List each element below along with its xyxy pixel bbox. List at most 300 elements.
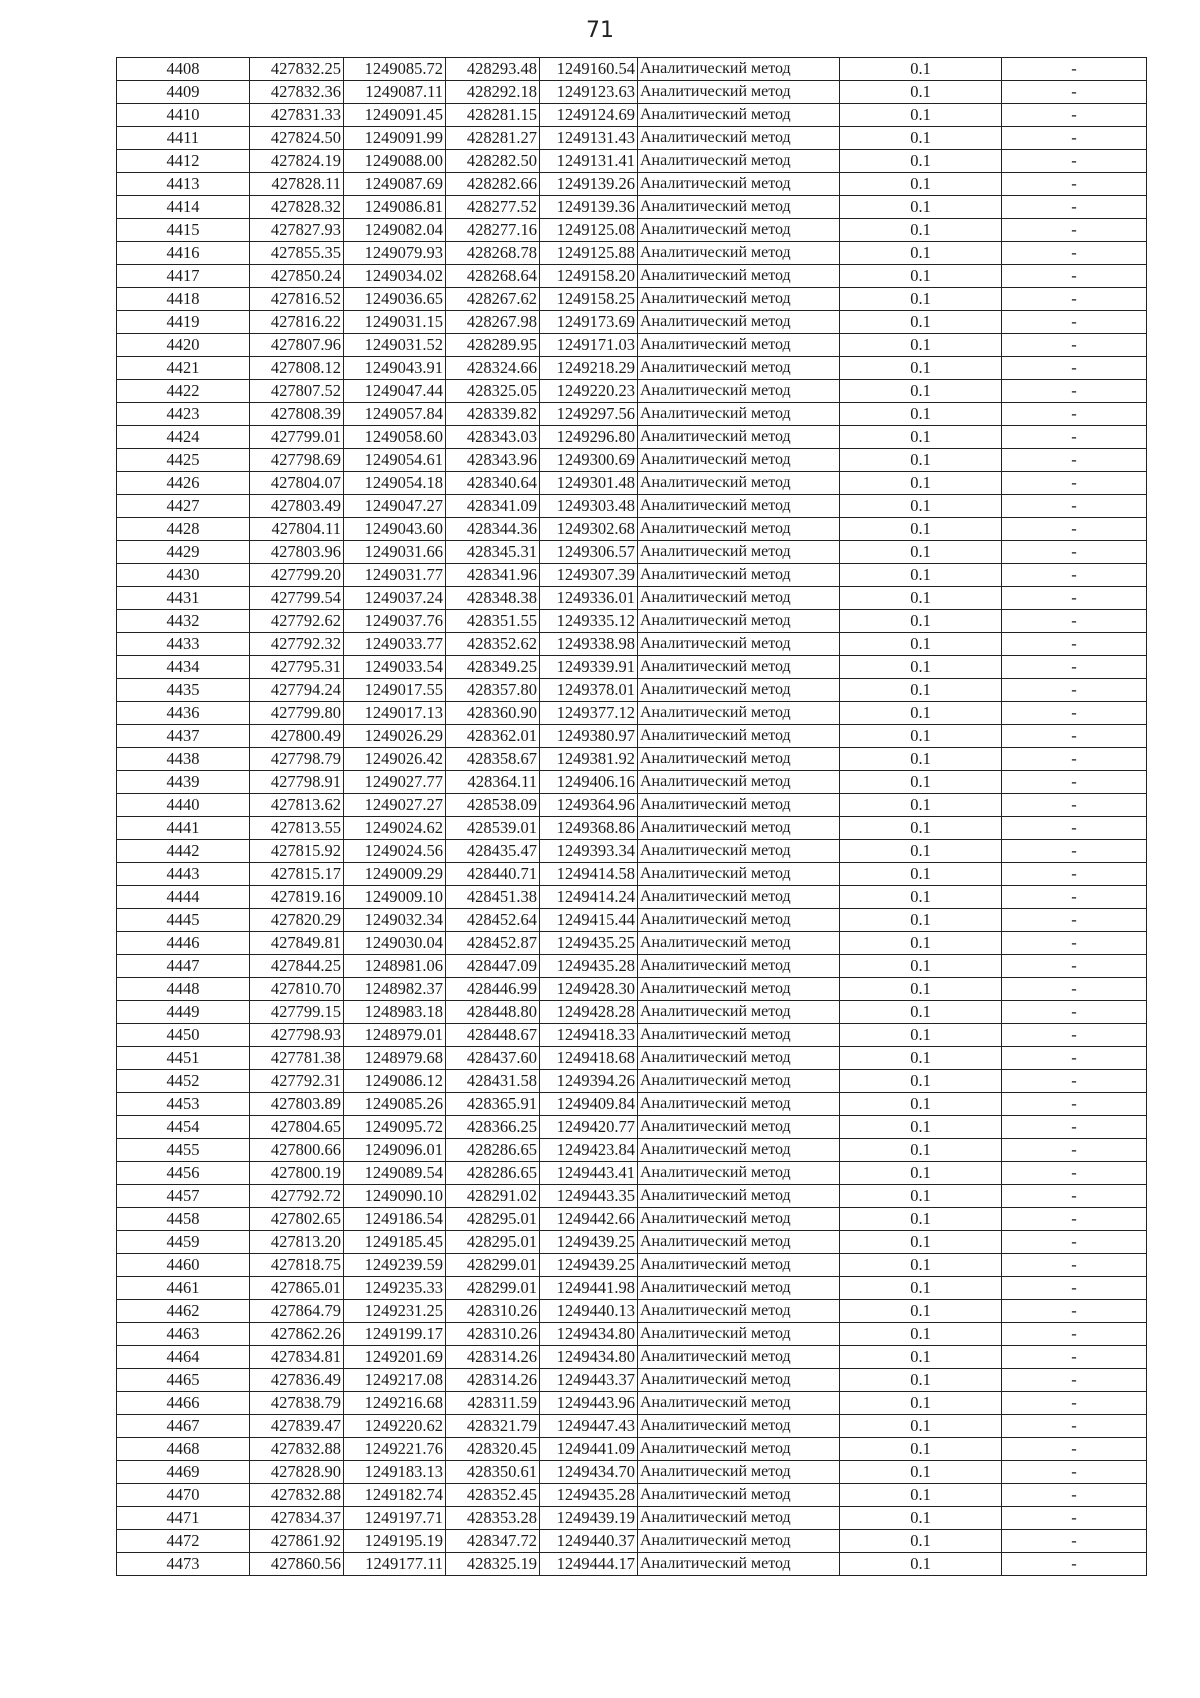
- y2-cell: 1249435.25: [540, 932, 638, 955]
- method-cell: Аналитический метод: [638, 288, 840, 311]
- method-cell: Аналитический метод: [638, 564, 840, 587]
- accuracy-cell: 0.1: [840, 104, 1002, 127]
- y1-cell: 1249024.62: [344, 817, 446, 840]
- point-id-cell: 4447: [117, 955, 250, 978]
- table-row: [117, 725, 1147, 748]
- accuracy-cell: 0.1: [840, 1254, 1002, 1277]
- method-cell: Аналитический метод: [638, 1438, 840, 1461]
- x2-cell: 428362.01: [446, 725, 540, 748]
- note-cell: -: [1002, 1116, 1147, 1139]
- x2-cell: 428345.31: [446, 541, 540, 564]
- x2-cell: 428452.64: [446, 909, 540, 932]
- accuracy-cell: 0.1: [840, 472, 1002, 495]
- point-id-cell: 4411: [117, 127, 250, 150]
- y2-cell: 1249173.69: [540, 311, 638, 334]
- x2-cell: 428343.03: [446, 426, 540, 449]
- point-id-cell: 4445: [117, 909, 250, 932]
- method-cell: Аналитический метод: [638, 886, 840, 909]
- x2-cell: 428357.80: [446, 679, 540, 702]
- x1-cell: 427836.49: [250, 1369, 344, 1392]
- y1-cell: 1249054.18: [344, 472, 446, 495]
- x2-cell: 428431.58: [446, 1070, 540, 1093]
- x1-cell: 427810.70: [250, 978, 344, 1001]
- point-id-cell: 4452: [117, 1070, 250, 1093]
- accuracy-cell: 0.1: [840, 242, 1002, 265]
- y2-cell: 1249301.48: [540, 472, 638, 495]
- x1-cell: 427839.47: [250, 1415, 344, 1438]
- y2-cell: 1249139.26: [540, 173, 638, 196]
- y1-cell: 1249195.19: [344, 1530, 446, 1553]
- x2-cell: 428341.09: [446, 495, 540, 518]
- y1-cell: 1248979.01: [344, 1024, 446, 1047]
- method-cell: Аналитический метод: [638, 1001, 840, 1024]
- note-cell: -: [1002, 495, 1147, 518]
- point-id-cell: 4460: [117, 1254, 250, 1277]
- point-id-cell: 4473: [117, 1553, 250, 1576]
- table-row: [117, 357, 1147, 380]
- accuracy-cell: 0.1: [840, 1553, 1002, 1576]
- note-cell: -: [1002, 1507, 1147, 1530]
- x1-cell: 427819.16: [250, 886, 344, 909]
- accuracy-cell: 0.1: [840, 449, 1002, 472]
- point-id-cell: 4464: [117, 1346, 250, 1369]
- accuracy-cell: 0.1: [840, 1001, 1002, 1024]
- x2-cell: 428348.38: [446, 587, 540, 610]
- accuracy-cell: 0.1: [840, 58, 1002, 81]
- table-row: [117, 196, 1147, 219]
- y1-cell: 1249086.12: [344, 1070, 446, 1093]
- y2-cell: 1249439.25: [540, 1231, 638, 1254]
- method-cell: Аналитический метод: [638, 633, 840, 656]
- note-cell: -: [1002, 909, 1147, 932]
- point-id-cell: 4434: [117, 656, 250, 679]
- method-cell: Аналитический метод: [638, 104, 840, 127]
- y1-cell: 1249186.54: [344, 1208, 446, 1231]
- table-row: [117, 173, 1147, 196]
- point-id-cell: 4408: [117, 58, 250, 81]
- note-cell: -: [1002, 1323, 1147, 1346]
- point-id-cell: 4413: [117, 173, 250, 196]
- note-cell: -: [1002, 564, 1147, 587]
- x1-cell: 427860.56: [250, 1553, 344, 1576]
- accuracy-cell: 0.1: [840, 196, 1002, 219]
- accuracy-cell: 0.1: [840, 1392, 1002, 1415]
- y2-cell: 1249441.09: [540, 1438, 638, 1461]
- point-id-cell: 4453: [117, 1093, 250, 1116]
- y2-cell: 1249394.26: [540, 1070, 638, 1093]
- accuracy-cell: 0.1: [840, 725, 1002, 748]
- table-row: [117, 1507, 1147, 1530]
- point-id-cell: 4410: [117, 104, 250, 127]
- x1-cell: 427824.50: [250, 127, 344, 150]
- point-id-cell: 4441: [117, 817, 250, 840]
- accuracy-cell: 0.1: [840, 1139, 1002, 1162]
- note-cell: -: [1002, 196, 1147, 219]
- y1-cell: 1249217.08: [344, 1369, 446, 1392]
- method-cell: Аналитический метод: [638, 1415, 840, 1438]
- x1-cell: 427813.62: [250, 794, 344, 817]
- accuracy-cell: 0.1: [840, 1507, 1002, 1530]
- method-cell: Аналитический метод: [638, 1507, 840, 1530]
- x1-cell: 427799.54: [250, 587, 344, 610]
- table-row: [117, 242, 1147, 265]
- y1-cell: 1249047.27: [344, 495, 446, 518]
- accuracy-cell: 0.1: [840, 426, 1002, 449]
- x2-cell: 428314.26: [446, 1369, 540, 1392]
- method-cell: Аналитический метод: [638, 1346, 840, 1369]
- method-cell: Аналитический метод: [638, 518, 840, 541]
- table-row: [117, 265, 1147, 288]
- point-id-cell: 4412: [117, 150, 250, 173]
- table-row: [117, 1162, 1147, 1185]
- y1-cell: 1249030.04: [344, 932, 446, 955]
- y1-cell: 1249026.42: [344, 748, 446, 771]
- y2-cell: 1249336.01: [540, 587, 638, 610]
- note-cell: -: [1002, 104, 1147, 127]
- y1-cell: 1249089.54: [344, 1162, 446, 1185]
- point-id-cell: 4417: [117, 265, 250, 288]
- accuracy-cell: 0.1: [840, 541, 1002, 564]
- x2-cell: 428365.91: [446, 1093, 540, 1116]
- note-cell: -: [1002, 311, 1147, 334]
- x1-cell: 427828.32: [250, 196, 344, 219]
- table-row: [117, 702, 1147, 725]
- accuracy-cell: 0.1: [840, 357, 1002, 380]
- note-cell: -: [1002, 1139, 1147, 1162]
- note-cell: -: [1002, 426, 1147, 449]
- y2-cell: 1249303.48: [540, 495, 638, 518]
- y2-cell: 1249377.12: [540, 702, 638, 725]
- method-cell: Аналитический метод: [638, 656, 840, 679]
- note-cell: -: [1002, 1484, 1147, 1507]
- x2-cell: 428448.80: [446, 1001, 540, 1024]
- note-cell: -: [1002, 1208, 1147, 1231]
- note-cell: -: [1002, 403, 1147, 426]
- point-id-cell: 4454: [117, 1116, 250, 1139]
- x1-cell: 427792.32: [250, 633, 344, 656]
- method-cell: Аналитический метод: [638, 1254, 840, 1277]
- x1-cell: 427803.96: [250, 541, 344, 564]
- y1-cell: 1249017.55: [344, 679, 446, 702]
- y1-cell: 1249009.10: [344, 886, 446, 909]
- x2-cell: 428321.79: [446, 1415, 540, 1438]
- x2-cell: 428286.65: [446, 1139, 540, 1162]
- x2-cell: 428440.71: [446, 863, 540, 886]
- y1-cell: 1249182.74: [344, 1484, 446, 1507]
- y2-cell: 1249443.96: [540, 1392, 638, 1415]
- y1-cell: 1249087.69: [344, 173, 446, 196]
- y2-cell: 1249380.97: [540, 725, 638, 748]
- x2-cell: 428539.01: [446, 817, 540, 840]
- x2-cell: 428358.67: [446, 748, 540, 771]
- accuracy-cell: 0.1: [840, 886, 1002, 909]
- table-row: [117, 1300, 1147, 1323]
- x2-cell: 428448.67: [446, 1024, 540, 1047]
- y1-cell: 1249201.69: [344, 1346, 446, 1369]
- table-row: [117, 1530, 1147, 1553]
- table-row: [117, 1116, 1147, 1139]
- accuracy-cell: 0.1: [840, 794, 1002, 817]
- y1-cell: 1249058.60: [344, 426, 446, 449]
- y1-cell: 1249033.77: [344, 633, 446, 656]
- note-cell: -: [1002, 1185, 1147, 1208]
- point-id-cell: 4433: [117, 633, 250, 656]
- y2-cell: 1249434.70: [540, 1461, 638, 1484]
- point-id-cell: 4459: [117, 1231, 250, 1254]
- note-cell: -: [1002, 771, 1147, 794]
- table-row: [117, 748, 1147, 771]
- accuracy-cell: 0.1: [840, 1024, 1002, 1047]
- table-row: [117, 1185, 1147, 1208]
- y1-cell: 1249027.77: [344, 771, 446, 794]
- accuracy-cell: 0.1: [840, 840, 1002, 863]
- x1-cell: 427816.22: [250, 311, 344, 334]
- accuracy-cell: 0.1: [840, 334, 1002, 357]
- y1-cell: 1249091.99: [344, 127, 446, 150]
- note-cell: -: [1002, 1162, 1147, 1185]
- y2-cell: 1249306.57: [540, 541, 638, 564]
- x2-cell: 428268.78: [446, 242, 540, 265]
- table-row: [117, 1346, 1147, 1369]
- method-cell: Аналитический метод: [638, 1208, 840, 1231]
- note-cell: -: [1002, 978, 1147, 1001]
- y1-cell: 1249047.44: [344, 380, 446, 403]
- point-id-cell: 4456: [117, 1162, 250, 1185]
- x1-cell: 427795.31: [250, 656, 344, 679]
- y1-cell: 1249043.91: [344, 357, 446, 380]
- x2-cell: 428281.15: [446, 104, 540, 127]
- x2-cell: 428451.38: [446, 886, 540, 909]
- x2-cell: 428325.19: [446, 1553, 540, 1576]
- y2-cell: 1249131.43: [540, 127, 638, 150]
- y2-cell: 1249442.66: [540, 1208, 638, 1231]
- method-cell: Аналитический метод: [638, 196, 840, 219]
- x2-cell: 428282.66: [446, 173, 540, 196]
- point-id-cell: 4471: [117, 1507, 250, 1530]
- accuracy-cell: 0.1: [840, 748, 1002, 771]
- y1-cell: 1249031.66: [344, 541, 446, 564]
- note-cell: -: [1002, 1093, 1147, 1116]
- table-row: [117, 311, 1147, 334]
- x2-cell: 428324.66: [446, 357, 540, 380]
- y1-cell: 1249177.11: [344, 1553, 446, 1576]
- x1-cell: 427864.79: [250, 1300, 344, 1323]
- note-cell: -: [1002, 334, 1147, 357]
- note-cell: -: [1002, 1300, 1147, 1323]
- x1-cell: 427828.11: [250, 173, 344, 196]
- accuracy-cell: 0.1: [840, 311, 1002, 334]
- method-cell: Аналитический метод: [638, 1484, 840, 1507]
- point-id-cell: 4436: [117, 702, 250, 725]
- method-cell: Аналитический метод: [638, 840, 840, 863]
- accuracy-cell: 0.1: [840, 380, 1002, 403]
- point-id-cell: 4472: [117, 1530, 250, 1553]
- x1-cell: 427808.39: [250, 403, 344, 426]
- x1-cell: 427816.52: [250, 288, 344, 311]
- y1-cell: 1248981.06: [344, 955, 446, 978]
- x2-cell: 428352.45: [446, 1484, 540, 1507]
- x2-cell: 428350.61: [446, 1461, 540, 1484]
- y1-cell: 1249037.76: [344, 610, 446, 633]
- method-cell: Аналитический метод: [638, 610, 840, 633]
- accuracy-cell: 0.1: [840, 150, 1002, 173]
- point-id-cell: 4429: [117, 541, 250, 564]
- y2-cell: 1249335.12: [540, 610, 638, 633]
- y1-cell: 1249095.72: [344, 1116, 446, 1139]
- method-cell: Аналитический метод: [638, 817, 840, 840]
- note-cell: -: [1002, 1254, 1147, 1277]
- note-cell: -: [1002, 1369, 1147, 1392]
- x1-cell: 427804.07: [250, 472, 344, 495]
- point-id-cell: 4438: [117, 748, 250, 771]
- point-id-cell: 4463: [117, 1323, 250, 1346]
- x2-cell: 428353.28: [446, 1507, 540, 1530]
- method-cell: Аналитический метод: [638, 1461, 840, 1484]
- x2-cell: 428349.25: [446, 656, 540, 679]
- table-row: [117, 794, 1147, 817]
- accuracy-cell: 0.1: [840, 633, 1002, 656]
- y2-cell: 1249435.28: [540, 1484, 638, 1507]
- table-row: [117, 380, 1147, 403]
- table-row: [117, 978, 1147, 1001]
- point-id-cell: 4461: [117, 1277, 250, 1300]
- method-cell: Аналитический метод: [638, 472, 840, 495]
- x1-cell: 427815.92: [250, 840, 344, 863]
- point-id-cell: 4451: [117, 1047, 250, 1070]
- point-id-cell: 4449: [117, 1001, 250, 1024]
- method-cell: Аналитический метод: [638, 1300, 840, 1323]
- note-cell: -: [1002, 1047, 1147, 1070]
- table-row: [117, 334, 1147, 357]
- point-id-cell: 4420: [117, 334, 250, 357]
- x1-cell: 427798.79: [250, 748, 344, 771]
- accuracy-cell: 0.1: [840, 518, 1002, 541]
- point-id-cell: 4415: [117, 219, 250, 242]
- x2-cell: 428277.52: [446, 196, 540, 219]
- x1-cell: 427807.96: [250, 334, 344, 357]
- note-cell: -: [1002, 1392, 1147, 1415]
- y2-cell: 1249418.33: [540, 1024, 638, 1047]
- y2-cell: 1249435.28: [540, 955, 638, 978]
- x1-cell: 427824.19: [250, 150, 344, 173]
- accuracy-cell: 0.1: [840, 863, 1002, 886]
- accuracy-cell: 0.1: [840, 610, 1002, 633]
- table-row: [117, 771, 1147, 794]
- accuracy-cell: 0.1: [840, 771, 1002, 794]
- x2-cell: 428267.62: [446, 288, 540, 311]
- note-cell: -: [1002, 1530, 1147, 1553]
- accuracy-cell: 0.1: [840, 955, 1002, 978]
- table-row: [117, 587, 1147, 610]
- coordinates-table: [116, 57, 1147, 1576]
- x2-cell: 428277.16: [446, 219, 540, 242]
- table-row: [117, 932, 1147, 955]
- point-id-cell: 4432: [117, 610, 250, 633]
- x1-cell: 427808.12: [250, 357, 344, 380]
- accuracy-cell: 0.1: [840, 1300, 1002, 1323]
- table-row: [117, 679, 1147, 702]
- y2-cell: 1249440.13: [540, 1300, 638, 1323]
- x2-cell: 428311.59: [446, 1392, 540, 1415]
- x1-cell: 427828.90: [250, 1461, 344, 1484]
- y2-cell: 1249139.36: [540, 196, 638, 219]
- x1-cell: 427832.36: [250, 81, 344, 104]
- accuracy-cell: 0.1: [840, 1231, 1002, 1254]
- x1-cell: 427832.25: [250, 58, 344, 81]
- note-cell: -: [1002, 58, 1147, 81]
- note-cell: -: [1002, 1231, 1147, 1254]
- method-cell: Аналитический метод: [638, 219, 840, 242]
- method-cell: Аналитический метод: [638, 1070, 840, 1093]
- accuracy-cell: 0.1: [840, 1185, 1002, 1208]
- y1-cell: 1249036.65: [344, 288, 446, 311]
- y2-cell: 1249415.44: [540, 909, 638, 932]
- x1-cell: 427813.55: [250, 817, 344, 840]
- x2-cell: 428320.45: [446, 1438, 540, 1461]
- y1-cell: 1248979.68: [344, 1047, 446, 1070]
- point-id-cell: 4457: [117, 1185, 250, 1208]
- x2-cell: 428281.27: [446, 127, 540, 150]
- y2-cell: 1249414.58: [540, 863, 638, 886]
- note-cell: -: [1002, 656, 1147, 679]
- y2-cell: 1249218.29: [540, 357, 638, 380]
- table-row: [117, 426, 1147, 449]
- method-cell: Аналитический метод: [638, 748, 840, 771]
- note-cell: -: [1002, 587, 1147, 610]
- method-cell: Аналитический метод: [638, 334, 840, 357]
- x1-cell: 427813.20: [250, 1231, 344, 1254]
- note-cell: -: [1002, 265, 1147, 288]
- point-id-cell: 4431: [117, 587, 250, 610]
- y1-cell: 1249235.33: [344, 1277, 446, 1300]
- table-row: [117, 81, 1147, 104]
- note-cell: -: [1002, 81, 1147, 104]
- x2-cell: 428341.96: [446, 564, 540, 587]
- x1-cell: 427838.79: [250, 1392, 344, 1415]
- table-row: [117, 863, 1147, 886]
- table-row: [117, 840, 1147, 863]
- point-id-cell: 4421: [117, 357, 250, 380]
- accuracy-cell: 0.1: [840, 656, 1002, 679]
- accuracy-cell: 0.1: [840, 265, 1002, 288]
- point-id-cell: 4437: [117, 725, 250, 748]
- note-cell: -: [1002, 1461, 1147, 1484]
- x2-cell: 428293.48: [446, 58, 540, 81]
- table-row: [117, 472, 1147, 495]
- y1-cell: 1249017.13: [344, 702, 446, 725]
- x2-cell: 428295.01: [446, 1208, 540, 1231]
- y1-cell: 1249057.84: [344, 403, 446, 426]
- accuracy-cell: 0.1: [840, 1415, 1002, 1438]
- accuracy-cell: 0.1: [840, 587, 1002, 610]
- note-cell: -: [1002, 1438, 1147, 1461]
- accuracy-cell: 0.1: [840, 1369, 1002, 1392]
- table-row: [117, 1553, 1147, 1576]
- table-row: [117, 955, 1147, 978]
- note-cell: -: [1002, 1277, 1147, 1300]
- x1-cell: 427799.80: [250, 702, 344, 725]
- x1-cell: 427799.15: [250, 1001, 344, 1024]
- y1-cell: 1249032.34: [344, 909, 446, 932]
- y2-cell: 1249220.23: [540, 380, 638, 403]
- point-id-cell: 4439: [117, 771, 250, 794]
- method-cell: Аналитический метод: [638, 1116, 840, 1139]
- y1-cell: 1249221.76: [344, 1438, 446, 1461]
- x2-cell: 428282.50: [446, 150, 540, 173]
- point-id-cell: 4443: [117, 863, 250, 886]
- method-cell: Аналитический метод: [638, 1093, 840, 1116]
- y2-cell: 1249393.34: [540, 840, 638, 863]
